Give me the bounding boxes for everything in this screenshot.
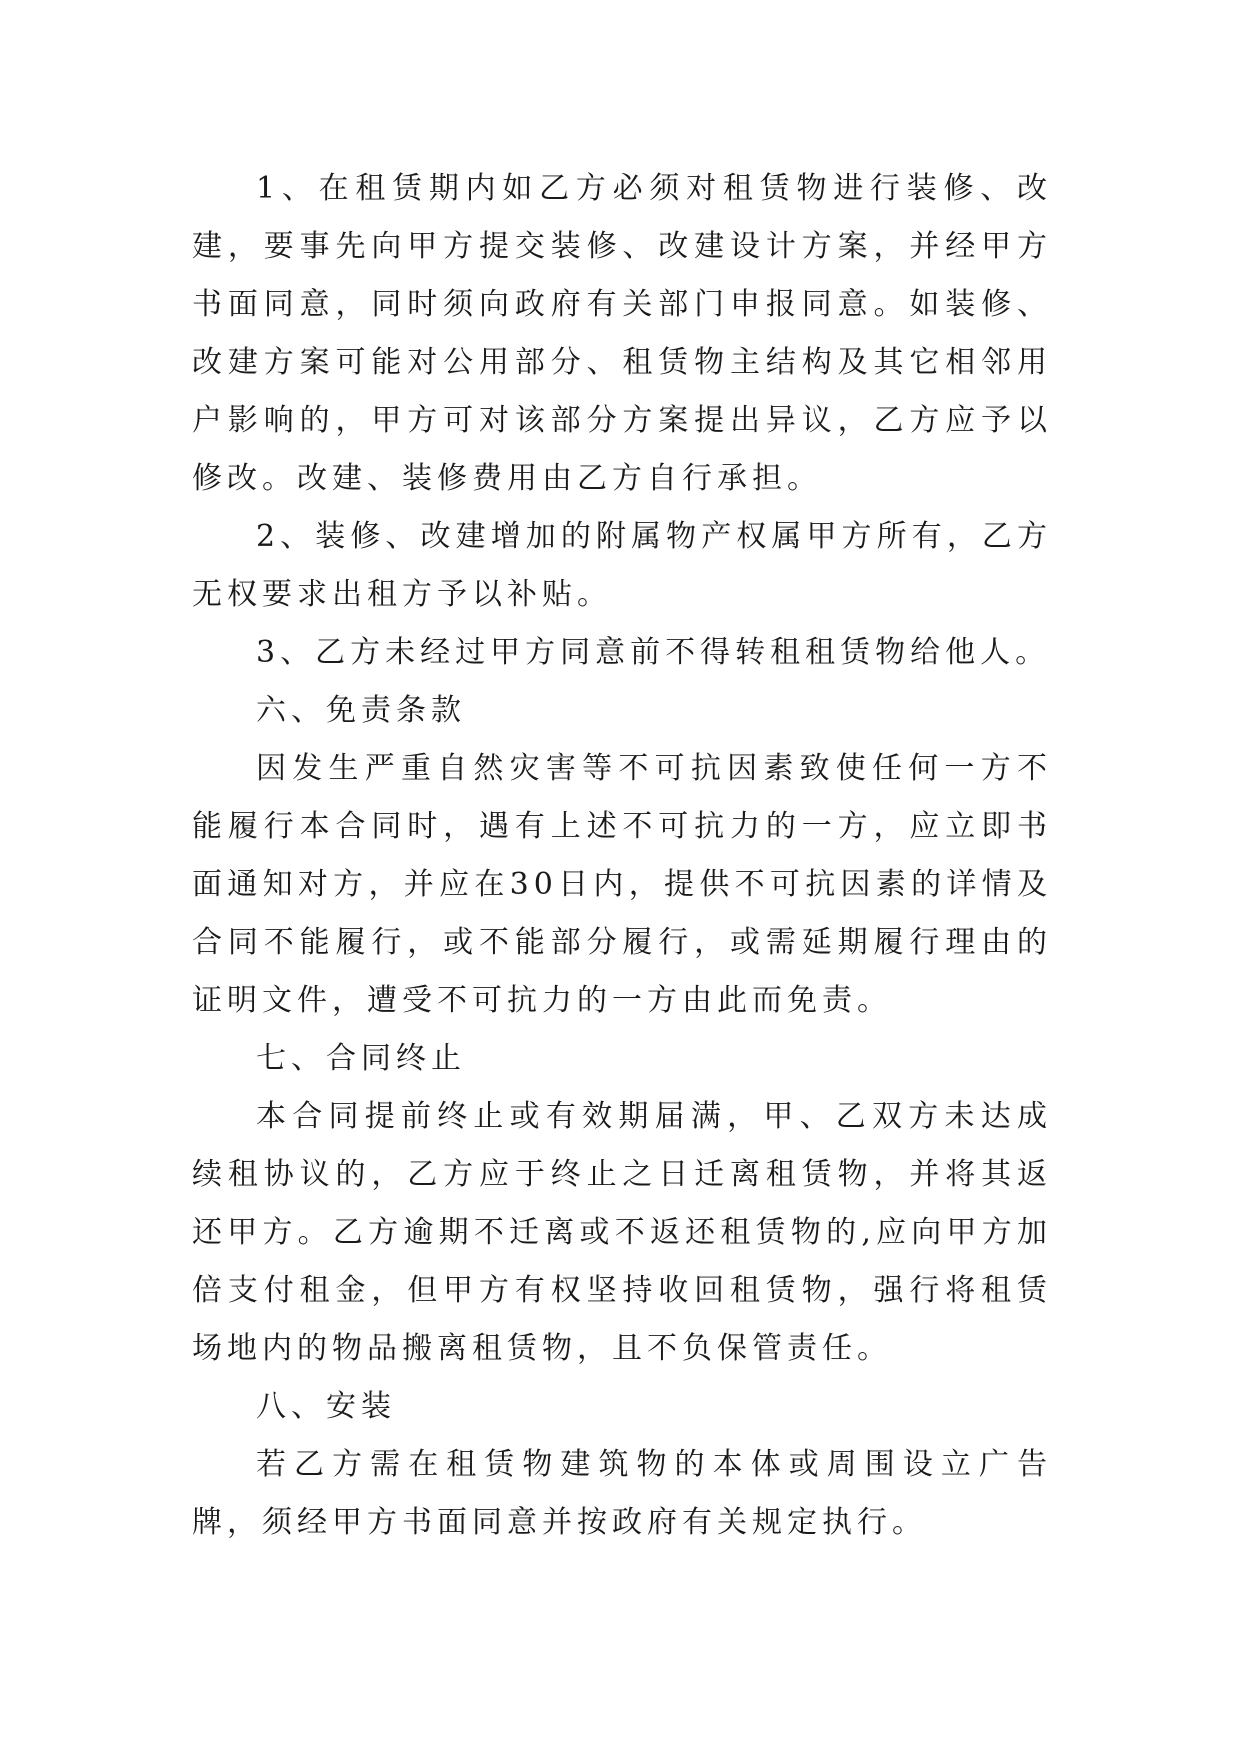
clause-paragraph-attachments: 2、装修、改建增加的附属物产权属甲方所有，乙方无权要求出租方予以补贴。	[192, 519, 1052, 612]
clause-paragraph-renovation: 1、在租赁期内如乙方必须对租赁物进行装修、改建，要事先向甲方提交装修、改建设计方案，并经甲方书面同意，同时须向政府有关部门申报同意。如装修、改建方案可能对公用部分、租赁物主结构及其它相邻用户影响的，甲方可对该部分方案提出异议，乙方应予以修改。改建、装修费用由乙方自行承担。	[192, 171, 1052, 496]
clause-paragraph-installation: 若乙方需在租赁物建筑物的本体或周围设立广告牌，须经甲方书面同意并按政府有关规定执行。	[192, 1447, 1052, 1540]
clause-paragraph-force-majeure: 因发生严重自然灾害等不可抗因素致使任何一方不能履行本合同时，遇有上述不可抗力的一方，应立即书面通知对方，并应在30日内，提供不可抗因素的详情及合同不能履行，或不能部分履行，或需延期履行理由的证明文件，遭受不可抗力的一方由此而免责。	[192, 751, 1052, 1018]
section-heading-installation: 八、安装	[256, 1389, 396, 1424]
section-heading-termination: 七、合同终止	[256, 1041, 466, 1076]
section-heading-exemption: 六、免责条款	[256, 693, 466, 728]
clause-paragraph-termination: 本合同提前终止或有效期届满，甲、乙双方未达成续租协议的，乙方应于终止之日迁离租赁物，并将其返还甲方。乙方逾期不迁离或不返还租赁物的,应向甲方加倍支付租金，但甲方有权坚持收回租赁物，强行将租赁场地内的物品搬离租赁物，且不负保管责任。	[192, 1099, 1052, 1366]
clause-paragraph-sublease: 3、乙方未经过甲方同意前不得转租租赁物给他人。	[256, 635, 1051, 670]
document-body	[192, 160, 1052, 1552]
